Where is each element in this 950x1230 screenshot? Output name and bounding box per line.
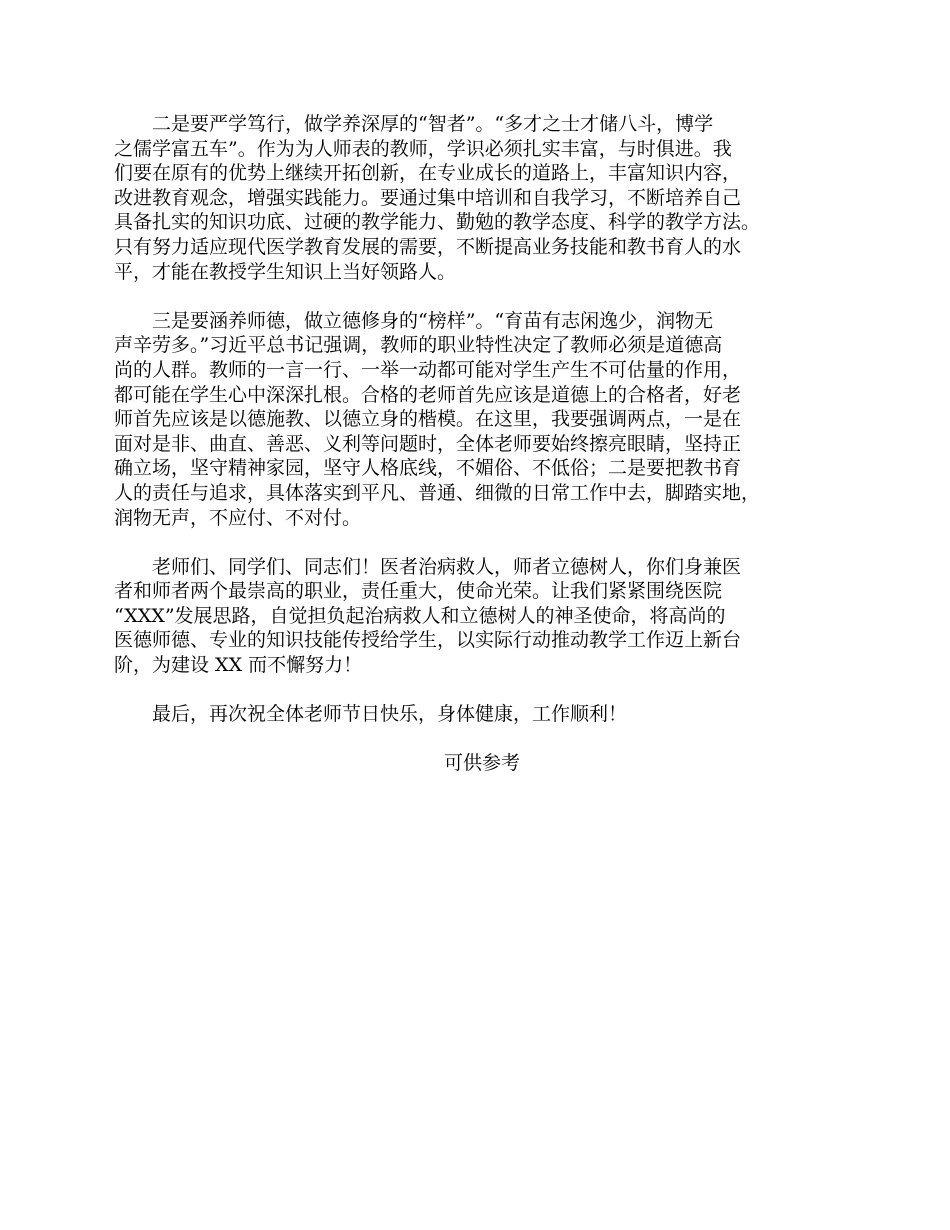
paragraph-line: 面对是非、曲直、善恶、义利等问题时，全体老师要始终擦亮眼睛，坚持正 bbox=[114, 432, 742, 455]
paragraph-line: 们要在原有的优势上继续开拓创新，在专业成长的道路上，丰富知识内容， bbox=[114, 162, 742, 185]
paragraph-line: 者和师者两个最崇高的职业，责任重大，使命光荣。让我们紧紧围绕医院 bbox=[114, 580, 723, 603]
paragraph-line: 尚的人群。教师的一言一行、一举一动都可能对学生产生不可估量的作用， bbox=[114, 358, 742, 381]
paragraph-line: 具备扎实的知识功底、过硬的教学能力、勤勉的教学态度、科学的教学方法。 bbox=[114, 211, 761, 234]
paragraph-4 bbox=[114, 702, 850, 727]
paragraph-line: 师首先应该是以德施教、以德立身的楷模。在这里，我要强调两点，一是在 bbox=[114, 408, 742, 431]
paragraph-2 bbox=[114, 309, 850, 530]
footer-note: 可供参考 bbox=[443, 752, 520, 775]
paragraph-line: 润物无声，不应付、不对付。 bbox=[114, 506, 362, 529]
paragraph-line: 只有努力适应现代医学教育发展的需要，不断提高业务技能和教书育人的水 bbox=[114, 235, 742, 258]
paragraph-3 bbox=[114, 555, 850, 678]
paragraph-line: 之儒学富五车”。作为为人师表的教师，学识必须扎实丰富，与时俱进。我 bbox=[114, 137, 732, 160]
paragraph-line: 声辛劳多。”习近平总书记强调，教师的职业特性决定了教师必须是道德高 bbox=[114, 334, 723, 357]
paragraph-line: 最后，再次祝全体老师节日快乐，身体健康，工作顺利！ bbox=[152, 703, 628, 726]
paragraph-line: 阶，为建设 XX 而不懈努力！ bbox=[114, 654, 363, 677]
paragraph-line: “XXX”发展思路，自觉担负起治病救人和立德树人的神圣使命，将高尚的 bbox=[114, 604, 726, 627]
paragraph-line: 老师们、同学们、同志们！医者治病救人，师者立德树人，你们身兼医 bbox=[152, 555, 742, 578]
paragraph-line: 人的责任与追求，具体落实到平凡、普通、细微的日常工作中去，脚踏实地， bbox=[114, 481, 761, 504]
paragraph-1 bbox=[114, 112, 850, 284]
paragraph-line: 平，才能在教授学生知识上当好领路人。 bbox=[114, 260, 457, 283]
paragraph-line: 二是要严学笃行，做学养深厚的“智者”。“多才之士才储八斗，博学 bbox=[152, 113, 714, 135]
paragraph-line: 医德师德、专业的知识技能传授给学生，以实际行动推动教学工作迈上新台 bbox=[114, 629, 742, 652]
paragraph-line: 改进教育观念，增强实践能力。要通过集中培训和自我学习，不断培养自己 bbox=[114, 186, 742, 209]
document-body bbox=[114, 112, 850, 776]
paragraph-line: 三是要涵养师德，做立德修身的“榜样”。“育苗有志闲逸少，润物无 bbox=[152, 309, 714, 332]
paragraph-line: 都可能在学生心中深深扎根。合格的老师首先应该是道德上的合格者，好老 bbox=[114, 383, 742, 406]
paragraph-line: 确立场，坚守精神家园，坚守人格底线，不媚俗、不低俗；二是要把教书育 bbox=[114, 457, 742, 480]
